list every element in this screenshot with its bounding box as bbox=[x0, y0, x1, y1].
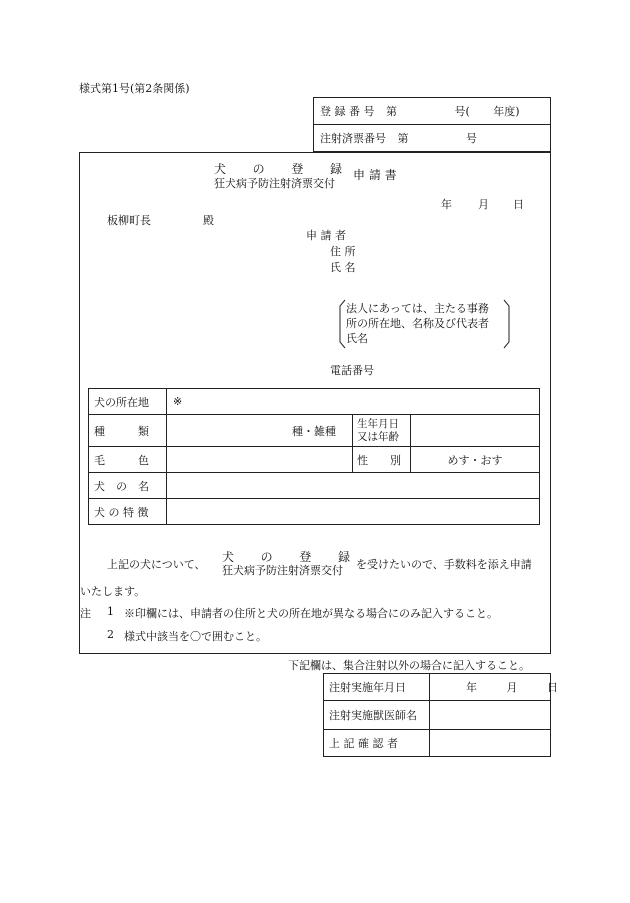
dog-color-row bbox=[89, 447, 540, 473]
injection-date-cell[interactable] bbox=[430, 674, 558, 701]
statement-line2: いたします。 bbox=[80, 585, 146, 598]
date-year: 年 bbox=[441, 198, 452, 211]
confirmer-label: 上 記 確 認 者 bbox=[324, 730, 430, 757]
dog-feature-row bbox=[89, 499, 540, 525]
dog-breed-cell[interactable] bbox=[167, 415, 353, 447]
confirmer-row bbox=[324, 730, 551, 757]
veterinarian-cell[interactable] bbox=[430, 701, 551, 730]
date-day: 日 bbox=[513, 198, 524, 211]
note1-text: ※印欄には、申請者の住所と犬の所在地が異なる場合にのみ記入すること。 bbox=[124, 607, 498, 620]
confirmer-cell[interactable] bbox=[430, 730, 551, 757]
dog-sex-cell[interactable] bbox=[411, 447, 540, 473]
statement-char-4: 録 bbox=[337, 550, 350, 564]
certificate-number-cell[interactable] bbox=[314, 125, 551, 152]
dog-color-cell[interactable] bbox=[167, 447, 353, 473]
dog-color-label: 毛 色 bbox=[89, 447, 167, 473]
corp-note-line-1: 法人にあっては、主たる事務 bbox=[346, 302, 489, 315]
registration-number-table bbox=[313, 97, 551, 152]
statement-mid-line2: 狂犬病予防注射済票交付 bbox=[222, 564, 343, 577]
dog-kind-row bbox=[89, 415, 540, 447]
dog-location-mark: ※ bbox=[173, 395, 183, 408]
injection-record-table bbox=[323, 673, 558, 757]
veterinarian-label: 注射実施獣医師名 bbox=[324, 701, 430, 730]
statement-suffix: を受けたいので、手数料を添え申請 bbox=[356, 558, 532, 571]
date-month: 月 bbox=[478, 198, 489, 211]
notes-label: 注 bbox=[80, 607, 91, 620]
dog-location-row bbox=[89, 389, 540, 415]
corp-note bbox=[346, 301, 489, 346]
registration-dai: 第 bbox=[386, 105, 397, 118]
dog-feature-cell[interactable] bbox=[167, 499, 540, 525]
dog-info-table bbox=[88, 388, 540, 525]
applicant-label: 申 請 者 bbox=[306, 229, 346, 242]
injection-date-row bbox=[324, 674, 551, 701]
title-suffix: 申 請 書 bbox=[353, 168, 397, 182]
dog-sex-value: めす・おす bbox=[447, 453, 503, 467]
registration-nendo: 年度) bbox=[493, 105, 520, 118]
note2-number: 2 bbox=[107, 628, 114, 641]
title-char-3: 登 bbox=[291, 162, 304, 176]
statement-char-2: の bbox=[260, 550, 273, 564]
certificate-gou: 号 bbox=[466, 132, 477, 145]
injection-date-day: 日 bbox=[547, 681, 558, 694]
dog-location-label: 犬の所在地 bbox=[89, 389, 167, 415]
form-label: 様式第1号(第2条関係) bbox=[79, 82, 190, 95]
corp-note-line-2: 所の所在地、名称及び代表者 bbox=[346, 317, 489, 330]
dog-location-cell[interactable] bbox=[167, 389, 540, 415]
statement-char-1: 犬 bbox=[222, 550, 235, 564]
note1-number: 1 bbox=[107, 605, 114, 618]
registration-number-label: 登 録 番 号 bbox=[320, 105, 375, 118]
applicant-address-label: 住 所 bbox=[330, 245, 356, 258]
dog-birth-label bbox=[353, 415, 411, 447]
dog-name-row bbox=[89, 473, 540, 499]
dog-name-label: 犬 の 名 bbox=[89, 473, 167, 499]
addressee-honorific: 殿 bbox=[203, 214, 214, 227]
corp-note-line-3: 氏名 bbox=[346, 332, 368, 345]
dog-name-cell[interactable] bbox=[167, 473, 540, 499]
injection-date-year: 年 bbox=[466, 681, 477, 694]
statement-char-3: 登 bbox=[299, 550, 312, 564]
phone-label: 電話番号 bbox=[330, 364, 374, 377]
applicant-name-label: 氏 名 bbox=[330, 261, 356, 274]
dog-birth-label-line-1: 生年月日 bbox=[357, 417, 399, 430]
injection-date-label: 注射実施年月日 bbox=[324, 674, 430, 701]
registration-gou: 号( bbox=[454, 105, 470, 118]
title-line2: 狂犬病予防注射済票交付 bbox=[214, 177, 335, 190]
dog-sex-label: 性 別 bbox=[353, 447, 411, 473]
bottom-instruction: 下記欄は、集合注射以外の場合に記入すること。 bbox=[288, 659, 530, 672]
title-char-1: 犬 bbox=[214, 162, 227, 176]
addressee-name: 板柳町長 bbox=[107, 214, 151, 227]
dog-breed-label: 種・雑種 bbox=[292, 424, 336, 438]
dog-feature-label: 犬 の 特 徴 bbox=[89, 499, 167, 525]
dog-kind-label: 種 類 bbox=[89, 415, 167, 447]
title-char-4: 録 bbox=[329, 162, 342, 176]
certificate-dai: 第 bbox=[397, 132, 409, 145]
injection-date-month: 月 bbox=[506, 681, 518, 694]
certificate-number-label: 注射済票番号 bbox=[320, 132, 386, 145]
dog-birth-label-line-2: 又は年齢 bbox=[357, 430, 399, 443]
title-char-2: の bbox=[252, 162, 265, 176]
dog-birth-cell[interactable] bbox=[411, 415, 540, 447]
note2-text: 様式中該当を〇で囲むこと。 bbox=[124, 630, 267, 643]
veterinarian-row bbox=[324, 701, 551, 730]
registration-number-cell[interactable] bbox=[314, 98, 551, 125]
statement-prefix: 上記の犬について、 bbox=[107, 558, 206, 571]
